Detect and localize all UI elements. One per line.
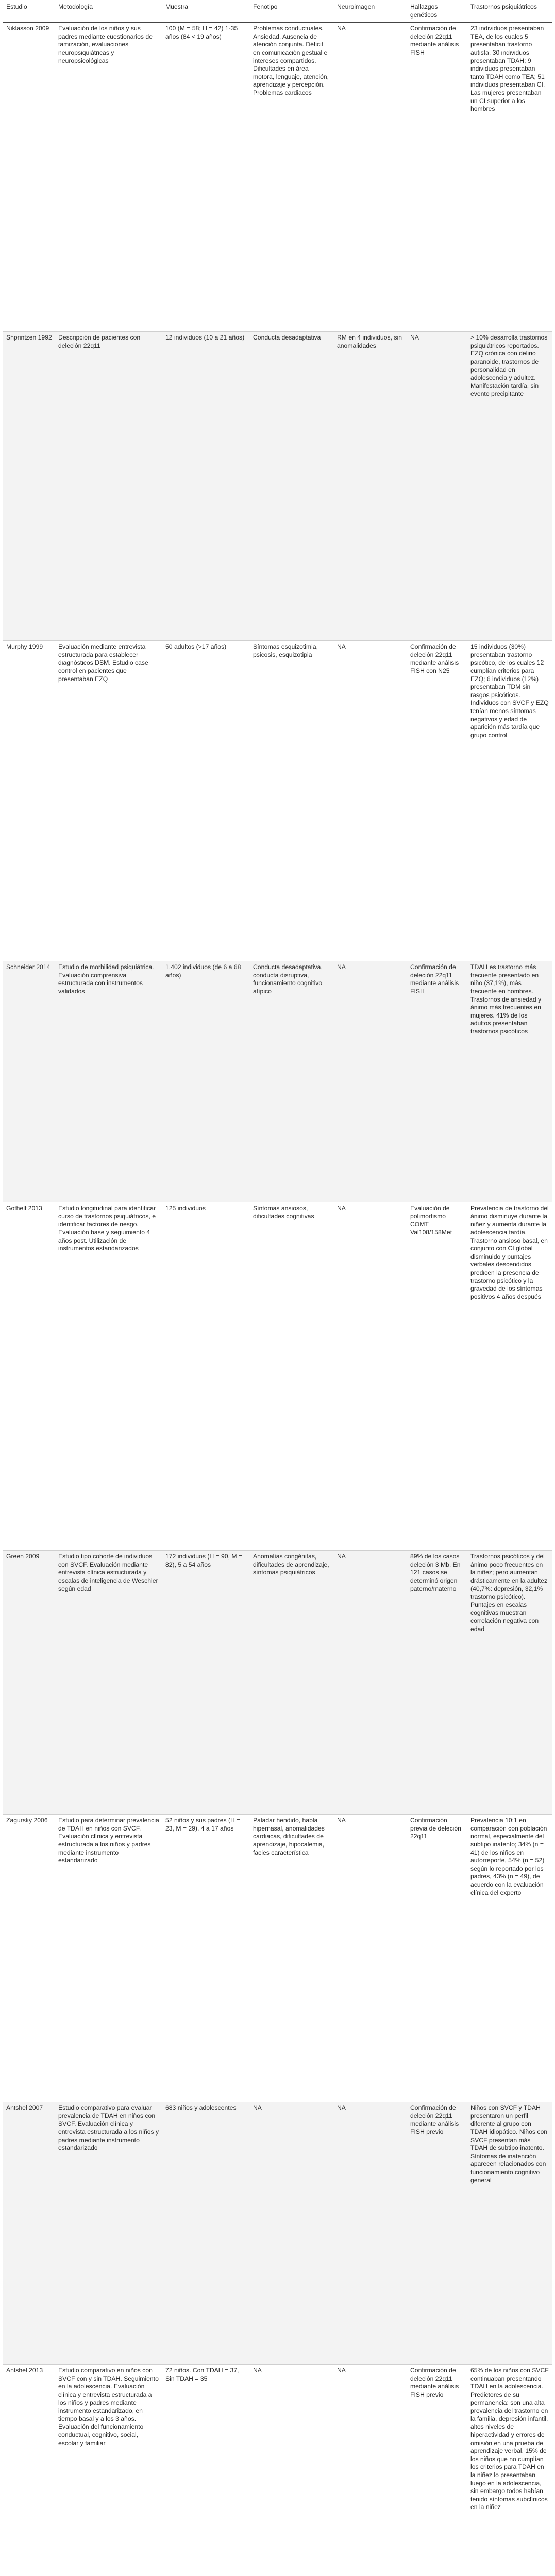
cell-muestra: 172 individuos (H = 90, M = 82), 5 a 54 años bbox=[162, 1551, 250, 1815]
table-header-row bbox=[3, 1, 552, 23]
cell-trastornos: 23 individuos presentaban TEA, de los cuales 5 presentaban trastorno autista, 30 individuos presentaban TDAH; 9 individuos presentaban tanto TDAH como TEA; 51 individuos presentaban CI. Las mujeres presentaban un CI superior a los hombres bbox=[467, 23, 552, 332]
cell-neuroimagen: NA bbox=[334, 961, 407, 1202]
cell-metodologia: Estudio comparativo para evaluar prevalencia de TDAH en niños con SVCF. Evaluación clínica y entrevista estructurada a los niños y padres mediante instrumento estandarizado bbox=[55, 2102, 162, 2365]
cell-estudio: Schneider 2014 bbox=[3, 961, 55, 1202]
cell-hallazgos: Confirmación de deleción 22q11 mediante análisis FISH con N25 bbox=[407, 641, 467, 961]
header-muestra: Muestra bbox=[162, 1, 250, 23]
cell-muestra: 12 individuos (10 a 21 años) bbox=[162, 332, 250, 641]
cell-fenotipo: Síntomas esquizotimia, psicosis, esquizotipia bbox=[250, 641, 334, 961]
cell-hallazgos: Confirmación de deleción 22q11 mediante análisis FISH previo bbox=[407, 2102, 467, 2365]
cell-trastornos: 15 individuos (30%) presentaban trastorno psicótico, de los cuales 12 cumplían criterios para EZQ; 6 individuos (12%) presentaban TDM sin rasgos psicóticos. Individuos con SVCF y EZQ tenían menos síntomas negativos y edad de aparición más tardía que grupo control bbox=[467, 641, 552, 961]
cell-metodologia: Estudio para determinar prevalencia de TDAH en niños con SVCF. Evaluación clínica y entrevista estructurada a los niños y padres mediante instrumento estandarizado bbox=[55, 1815, 162, 2102]
table-row bbox=[3, 23, 552, 332]
header-neuroimagen: Neuroimagen bbox=[334, 1, 407, 23]
cell-trastornos: > 10% desarrolla trastornos psiquiátricos reportados. EZQ crónica con delirio paranoide, trastornos de personalidad en adolescencia y adultez. Manifestación tardía, sin evento precipitante bbox=[467, 332, 552, 641]
cell-neuroimagen: NA bbox=[334, 1551, 407, 1815]
cell-neuroimagen: NA bbox=[334, 2365, 407, 2576]
cell-fenotipo: NA bbox=[250, 2102, 334, 2365]
cell-hallazgos: Confirmación de deleción 22q11 mediante análisis FISH bbox=[407, 961, 467, 1202]
cell-neuroimagen: RM en 4 individuos, sin anomalidades bbox=[334, 332, 407, 641]
header-fenotipo: Fenotipo bbox=[250, 1, 334, 23]
cell-estudio: Antshel 2013 bbox=[3, 2365, 55, 2576]
cell-fenotipo: Anomalías congénitas, dificultades de aprendizaje, síntomas psiquiátricos bbox=[250, 1551, 334, 1815]
cell-trastornos: Prevalencia 10:1 en comparación con población normal, especialmente del subtipo inatento; 34% (n = 41) de los niños en autorreporte, 54% (n = 52) según lo reportado por los padres, 43% (n = 49), de acuerdo con la evaluación clínica del experto bbox=[467, 1815, 552, 2102]
studies-table bbox=[3, 1, 552, 2576]
cell-muestra: 100 (M = 58; H = 42) 1-35 años (84 < 19 años) bbox=[162, 23, 250, 332]
cell-estudio: Zagursky 2006 bbox=[3, 1815, 55, 2102]
cell-hallazgos: Confirmación de deleción 22q11 mediante análisis FISH previo bbox=[407, 2365, 467, 2576]
cell-metodologia: Estudio comparativo en niños con SVCF con y sin TDAH. Seguimiento en la adolescencia. Evaluación clínica y entrevista estructurada a los niños y padres mediante instrumento estandarizado, en tiempo basal y a los 3 años. Evaluación del funcionamiento conductual, cognitivo, social, escolar y familiar bbox=[55, 2365, 162, 2576]
cell-muestra: 683 niños y adolescentes bbox=[162, 2102, 250, 2365]
table-row bbox=[3, 1202, 552, 1551]
header-trastornos: Trastornos psiquiátricos bbox=[467, 1, 552, 23]
cell-neuroimagen: NA bbox=[334, 2102, 407, 2365]
cell-trastornos: Prevalencia de trastorno del ánimo disminuye durante la niñez y aumenta durante la adolescencia tardía. Trastorno ansioso basal, en conjunto con CI global disminuido y puntajes verbales descendidos predicen la presencia de trastorno psicótico y la gravedad de los síntomas positivos 4 años después bbox=[467, 1202, 552, 1551]
cell-fenotipo: Paladar hendido, habla hipernasal, anomalidades cardiacas, dificultades de aprendizaje, hipocalemia, facies característica bbox=[250, 1815, 334, 2102]
cell-estudio: Antshel 2007 bbox=[3, 2102, 55, 2365]
cell-fenotipo: Problemas conductuales. Ansiedad. Ausencia de atención conjunta. Déficit en comunicación gestual e intereses compartidos. Dificultades en área motora, lenguaje, atención, aprendizaje y percepción. Problemas cardiacos bbox=[250, 23, 334, 332]
cell-metodologia: Estudio de morbilidad psiquiátrica. Evaluación comprensiva estructurada con instrumentos validados bbox=[55, 961, 162, 1202]
cell-muestra: 72 niños. Con TDAH = 37, Sin TDAH = 35 bbox=[162, 2365, 250, 2576]
cell-neuroimagen: NA bbox=[334, 23, 407, 332]
cell-estudio: Gothelf 2013 bbox=[3, 1202, 55, 1551]
cell-hallazgos: Confirmación previa de deleción 22q11 bbox=[407, 1815, 467, 2102]
cell-neuroimagen: NA bbox=[334, 641, 407, 961]
cell-metodologia: Estudio tipo cohorte de individuos con SVCF. Evaluación mediante entrevista clínica estructurada y escalas de inteligencia de Weschler según edad bbox=[55, 1551, 162, 1815]
cell-estudio: Shprintzen 1992 bbox=[3, 332, 55, 641]
cell-metodologia: Descripción de pacientes con deleción 22q11 bbox=[55, 332, 162, 641]
table-row bbox=[3, 2102, 552, 2365]
cell-trastornos: 65% de los niños con SVCF continuaban presentando TDAH en la adolescencia. Predictores de su permanencia: son una alta prevalencia del trastorno en la familia, depresión infantil, altos niveles de hiperactividad y errores de omisión en una prueba de aprendizaje verbal. 15% de los niños que no cumplían los criterios para TDAH en la niñez lo presentaban luego en la adolescencia, sin embargo todos habían tenido síntomas subclínicos en la niñez bbox=[467, 2365, 552, 2576]
cell-estudio: Green 2009 bbox=[3, 1551, 55, 1815]
header-metodologia: Metodología bbox=[55, 1, 162, 23]
cell-fenotipo: Conducta desadaptativa bbox=[250, 332, 334, 641]
cell-hallazgos: Evaluación de polimorfismo COMT Val108/158Met bbox=[407, 1202, 467, 1551]
cell-metodologia: Evaluación de los niños y sus padres mediante cuestionarios de tamización, evaluaciones neuropsiquiátricas y neuropsicológicas bbox=[55, 23, 162, 332]
cell-hallazgos: NA bbox=[407, 332, 467, 641]
header-hallazgos: Hallazgos genéticos bbox=[407, 1, 467, 23]
cell-hallazgos: 89% de los casos deleción 3 Mb. En 121 casos se determinó origen paterno/materno bbox=[407, 1551, 467, 1815]
table-row bbox=[3, 1815, 552, 2102]
cell-metodologia: Estudio longitudinal para identificar curso de trastornos psiquiátricos, e identificar factores de riesgo. Evaluación base y seguimiento 4 años post. Utilización de instrumentos estandarizados bbox=[55, 1202, 162, 1551]
cell-muestra: 125 individuos bbox=[162, 1202, 250, 1551]
cell-fenotipo: Conducta desadaptativa, conducta disruptiva, funcionamiento cognitivo atípico bbox=[250, 961, 334, 1202]
table-row bbox=[3, 961, 552, 1202]
cell-estudio: Niklasson 2009 bbox=[3, 23, 55, 332]
cell-trastornos: TDAH es trastorno más frecuente presentado en niño (37,1%), más frecuente en hombres. Trastornos de ansiedad y ánimo más frecuentes en mujeres. 41% de los adultos presentaban trastornos psicóticos bbox=[467, 961, 552, 1202]
cell-neuroimagen: NA bbox=[334, 1202, 407, 1551]
cell-metodologia: Evaluación mediante entrevista estructurada para establecer diagnósticos DSM. Estudio case control en pacientes que presentaban EZQ bbox=[55, 641, 162, 961]
header-estudio: Estudio bbox=[3, 1, 55, 23]
cell-muestra: 1.402 individuos (de 6 a 68 años) bbox=[162, 961, 250, 1202]
cell-trastornos: Niños con SVCF y TDAH presentaron un perfil diferente al grupo con TDAH idiopático. Niños con SVCF presentan más TDAH de subtipo inatento. Síntomas de inatención aparecen relacionados con funcionamiento cognitivo general bbox=[467, 2102, 552, 2365]
cell-trastornos: Trastornos psicóticos y del ánimo poco frecuentes en la niñez; pero aumentan drásticamente en la adultez (40,7%: depresión, 32,1% trastorno psicótico). Puntajes en escalas cognitivas muestran correlación negativa con edad bbox=[467, 1551, 552, 1815]
cell-muestra: 50 adultos (>17 años) bbox=[162, 641, 250, 961]
cell-fenotipo: Síntomas ansiosos, dificultades cognitivas bbox=[250, 1202, 334, 1551]
table-row bbox=[3, 2365, 552, 2576]
table-row bbox=[3, 641, 552, 961]
cell-estudio: Murphy 1999 bbox=[3, 641, 55, 961]
cell-neuroimagen: NA bbox=[334, 1815, 407, 2102]
table-row bbox=[3, 332, 552, 641]
table-row bbox=[3, 1551, 552, 1815]
cell-fenotipo: NA bbox=[250, 2365, 334, 2576]
cell-hallazgos: Confirmación de deleción 22q11 mediante análisis FISH bbox=[407, 23, 467, 332]
cell-muestra: 52 niños y sus padres (H = 23, M = 29), 4 a 17 años bbox=[162, 1815, 250, 2102]
